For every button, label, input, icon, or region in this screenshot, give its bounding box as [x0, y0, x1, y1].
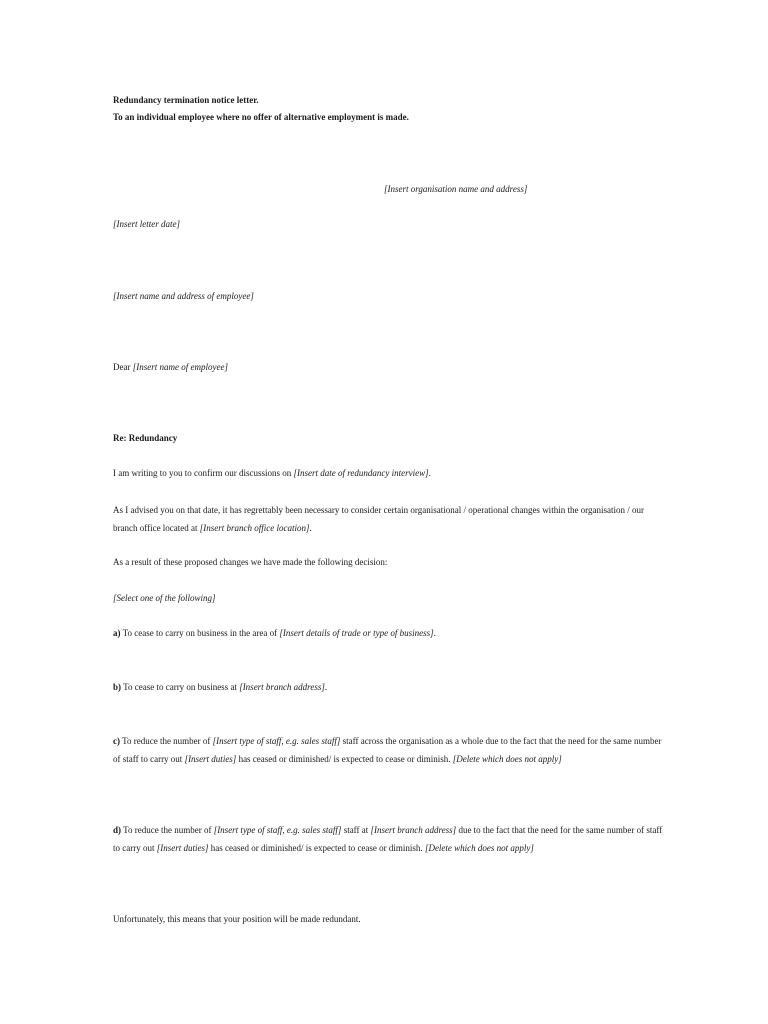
document-subtitle: To an individual employee where no offer of alternative employment is made. — [113, 112, 409, 122]
paragraph-2-end: . — [309, 523, 312, 533]
organisation-placeholder: [Insert organisation name and address] — [384, 184, 528, 194]
paragraph-2-placeholder: [Insert branch office location] — [199, 523, 310, 533]
option-b-end: . — [324, 682, 328, 692]
option-d-text-3: due to the fact that the need for the same number of staff to carry out — [113, 825, 663, 853]
closing-line: Unfortunately, this means that your position will be made redundant. — [113, 914, 361, 924]
option-c-text-3: has ceased or diminished/ is expected to cease or diminish. — [236, 754, 453, 764]
salutation — [113, 358, 228, 376]
option-a-end: . — [433, 628, 436, 638]
option-c-text-2: staff across the organisation as a whole due to the fact that the need for the same number of staff to carry out — [113, 736, 662, 764]
option-d-placeholder-3: [Insert duties] — [156, 843, 209, 853]
select-note: [Select one of the following] — [113, 593, 216, 603]
option-d-text-4: has ceased or diminished/ is expected to cease or diminish. — [208, 843, 425, 853]
salutation-prefix: Dear — [113, 362, 133, 372]
paragraph-2-text: As I advised you on that date, it has regrettably been necessary to consider certain organisational / operational changes within the organisation / our branch office located at — [113, 505, 645, 533]
option-c-placeholder-1: [Insert type of staff, e.g. sales staff] — [212, 736, 341, 746]
option-d-placeholder-1: [Insert type of staff, e.g. sales staff] — [213, 825, 342, 835]
option-b-placeholder: [Insert branch address] — [239, 682, 325, 692]
option-c-label: c) — [113, 736, 120, 746]
option-c-placeholder-2: [Insert duties] — [184, 754, 237, 764]
option-d — [113, 821, 663, 857]
option-b-text: To cease to carry on business at — [121, 682, 240, 692]
paragraph-1 — [113, 464, 431, 482]
subject-line: Re: Redundancy — [113, 433, 178, 443]
option-a-label: a) — [113, 628, 121, 638]
employee-address-placeholder: [Insert name and address of employee] — [113, 291, 254, 301]
salutation-name: [Insert name of employee] — [132, 362, 228, 372]
option-a-placeholder: [Insert details of trade or type of business] — [279, 628, 434, 638]
option-c-placeholder-3: [Delete which does not apply] — [452, 754, 562, 764]
paragraph-1-end: . — [428, 468, 431, 478]
option-a — [113, 624, 436, 642]
paragraph-1-text: I am writing to you to confirm our discussions on — [113, 468, 294, 478]
option-a-text: To cease to carry on business in the area of — [120, 628, 280, 638]
paragraph-1-placeholder: [Insert date of redundancy interview] — [293, 468, 429, 478]
option-d-text-2: staff at — [341, 825, 371, 835]
paragraph-3: As a result of these proposed changes we have made the following decision: — [113, 557, 388, 567]
option-b — [113, 678, 327, 696]
option-d-label: d) — [113, 825, 122, 835]
option-d-placeholder-2: [Insert branch address] — [370, 825, 457, 835]
letter-date-placeholder: [Insert letter date] — [113, 219, 180, 229]
option-d-text-1: To reduce the number of — [121, 825, 214, 835]
option-c — [113, 732, 663, 768]
document-title: Redundancy termination notice letter. — [113, 95, 259, 105]
option-d-placeholder-4: [Delete which does not apply] — [424, 843, 534, 853]
option-c-text-1: To reduce the number of — [120, 736, 213, 746]
paragraph-2 — [113, 501, 663, 537]
option-b-label: b) — [113, 682, 122, 692]
